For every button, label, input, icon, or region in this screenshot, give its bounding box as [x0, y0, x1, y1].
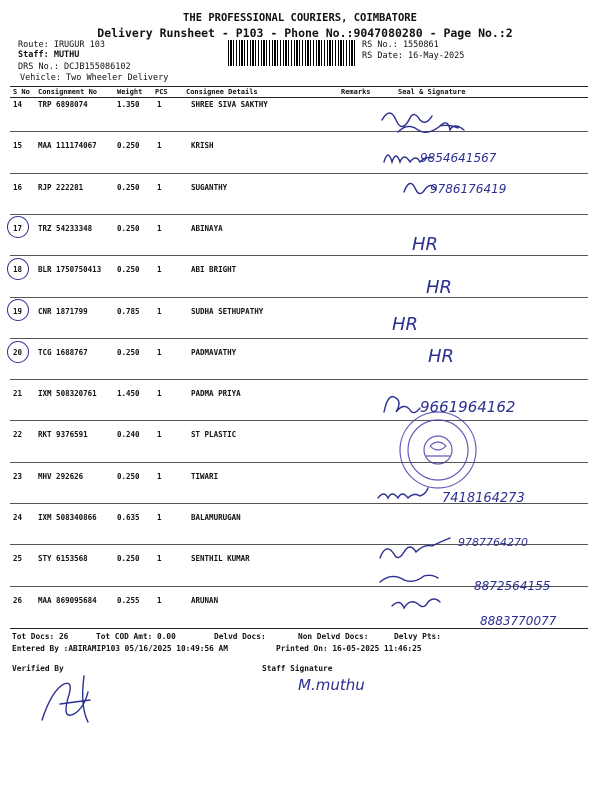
row-consignee: KRISH — [191, 141, 214, 151]
row-consignee: ST PLASTIC — [191, 430, 237, 440]
row-sno: 26 — [13, 595, 23, 605]
row-pcs: 1 — [157, 306, 162, 316]
delivery-points: Delvy Pts: — [394, 632, 441, 641]
staff-handwritten-signature: M.muthu — [298, 676, 365, 694]
row-weight: 0.785 — [117, 306, 140, 316]
footer-rule — [10, 628, 588, 629]
row-pcs: 1 — [157, 265, 162, 275]
row-consignee: SHREE SIVA SAKTHY — [191, 100, 268, 109]
col-pcs: PCS — [155, 88, 168, 96]
row-consignee: SUGANTHY — [191, 182, 228, 192]
row-pcs: 1 — [157, 100, 162, 109]
col-consignee: Consignee Details — [186, 88, 258, 96]
row-weight: 0.250 — [117, 141, 140, 151]
entered-by: Entered By :ABIRAMIP103 05/16/2025 10:49:56 AM — [12, 644, 228, 653]
row-consignee: ABINAYA — [191, 223, 223, 233]
row-pcs: 1 — [157, 223, 162, 233]
handwritten-initials: HR — [426, 277, 453, 298]
signature-scribble — [378, 488, 428, 498]
row-weight: 0.250 — [117, 223, 140, 233]
row-consignment-no: TCG 1688767 — [38, 347, 88, 357]
row-consignment-no: CNR 1871799 — [38, 306, 88, 316]
total-docs: Tot Docs: 26 — [12, 632, 69, 641]
col-consignment: Consignment No — [38, 88, 98, 96]
row-pcs: 1 — [157, 513, 162, 522]
row-sno: 17 — [13, 223, 23, 233]
row-consignment-no: TRZ 54233348 — [38, 223, 93, 233]
row-consignment-no: MAA 869095684 — [38, 595, 97, 605]
row-weight: 0.255 — [117, 595, 140, 605]
row-consignee: PADMAVATHY — [191, 347, 237, 357]
row-weight: 0.250 — [117, 471, 140, 481]
row-sno: 19 — [13, 306, 23, 316]
row-weight: 0.250 — [117, 347, 140, 357]
handwritten-phone: 7418164273 — [442, 491, 525, 506]
row-consignment-no: IXM 508320761 — [38, 389, 97, 399]
row-sno: 14 — [13, 100, 23, 109]
row-consignment-no: IXM 508340866 — [38, 513, 97, 522]
signature-scribble — [382, 113, 464, 132]
row-consignee: PADMA PRIYA — [191, 389, 241, 399]
seal-stamp — [400, 412, 476, 488]
row-sno: 15 — [13, 141, 23, 151]
row-pcs: 1 — [157, 595, 162, 605]
row-consignment-no: TRP 6898074 — [38, 100, 88, 109]
row-sno: 24 — [13, 513, 23, 522]
vehicle: Vehicle: Two Wheeler Delivery — [20, 73, 169, 83]
row-weight: 0.250 — [117, 265, 140, 275]
row-consignment-no: MHV 292626 — [38, 471, 84, 481]
handwritten-phone: 8883770077 — [480, 614, 557, 628]
runsheet-title: Delivery Runsheet - P103 - Phone No.:9047080280 - Page No.:2 — [97, 26, 513, 40]
row-pcs: 1 — [157, 141, 162, 151]
row-consignee: SENTHIL KUMAR — [191, 554, 250, 564]
handwritten-phone: 9661964162 — [420, 398, 516, 416]
handwritten-phone: 8872564155 — [474, 579, 551, 593]
signature-scribble — [380, 538, 450, 558]
col-seal: Seal & Signature — [398, 88, 466, 96]
col-weight: Weight — [117, 88, 143, 96]
row-consignee: SUDHA SETHUPATHY — [191, 306, 264, 316]
non-delivered-docs: Non Delvd Docs: — [298, 632, 369, 641]
staff-signature-label: Staff Signature — [262, 664, 333, 673]
row-pcs: 1 — [157, 554, 162, 564]
row-consignee: ARUNAN — [191, 595, 219, 605]
route: Route: IRUGUR 103 — [18, 40, 105, 50]
handwritten-initials: HR — [392, 314, 419, 335]
row-weight: 1.450 — [117, 389, 140, 399]
rs-date: RS Date: 16-May-2025 — [362, 51, 465, 61]
row-pcs: 1 — [157, 389, 162, 399]
col-remarks: Remarks — [341, 88, 371, 96]
row-weight: 0.250 — [117, 554, 140, 564]
row-sno: 22 — [13, 430, 23, 440]
row-consignment-no: STY 6153568 — [38, 554, 88, 564]
row-sno: 16 — [13, 182, 23, 192]
handwritten-phone: 9787764270 — [458, 536, 528, 549]
verified-signature — [42, 676, 90, 722]
row-consignment-no: MAA 111174067 — [38, 141, 97, 151]
row-sno: 18 — [13, 265, 23, 275]
row-pcs: 1 — [157, 182, 162, 192]
row-sno: 23 — [13, 471, 23, 481]
company-title: THE PROFESSIONAL COURIERS, COIMBATORE — [183, 12, 417, 24]
signature-scribble — [384, 397, 420, 413]
row-pcs: 1 — [157, 430, 162, 440]
row-pcs: 1 — [157, 347, 162, 357]
handwritten-phone: 9854641567 — [420, 151, 497, 165]
verified-by-label: Verified By — [12, 664, 64, 673]
row-sno: 20 — [13, 347, 23, 357]
drs-number: DRS No.: DCJB155086102 — [18, 62, 131, 72]
printed-on: Printed On: 16-05-2025 11:46:25 — [276, 644, 422, 653]
row-weight: 0.635 — [117, 513, 140, 522]
row-consignee: TIWARI — [191, 471, 219, 481]
signature-scribble — [392, 599, 440, 608]
handwritten-initials: HR — [428, 346, 455, 367]
signature-scribble — [380, 575, 438, 582]
row-sno: 25 — [13, 554, 23, 564]
row-consignment-no: BLR 1750750413 — [38, 265, 102, 275]
row-weight: 0.250 — [117, 182, 140, 192]
row-pcs: 1 — [157, 471, 162, 481]
row-weight: 0.240 — [117, 430, 140, 440]
row-consignment-no: RKT 9376591 — [38, 430, 88, 440]
rs-number: RS No.: 1550861 — [362, 40, 439, 50]
handwritten-phone: 9786176419 — [430, 182, 507, 196]
row-sno: 21 — [13, 389, 23, 399]
staff: Staff: MUTHU — [18, 50, 80, 60]
row-consignee: ABI BRIGHT — [191, 265, 237, 275]
row-consignee: BALAMURUGAN — [191, 513, 241, 522]
handwritten-initials: HR — [412, 234, 439, 255]
delivered-docs: Delvd Docs: — [214, 632, 266, 641]
row-weight: 1.350 — [117, 100, 140, 109]
total-cod-amount: Tot COD Amt: 0.00 — [96, 632, 176, 641]
col-sno: S No — [13, 88, 30, 96]
row-consignment-no: RJP 222281 — [38, 182, 84, 192]
